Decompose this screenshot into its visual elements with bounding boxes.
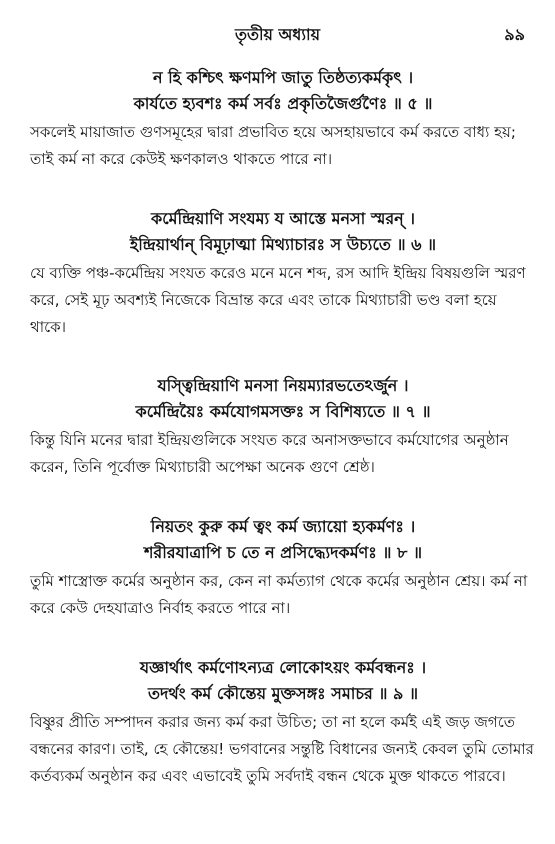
sanskrit-verse-line: কার্যতে হ্যবশঃ কর্ম সর্বঃ প্রকৃতিজৈর্গুণৈঃ ॥ ৫ ॥ <box>133 94 433 113</box>
running-head <box>0 20 555 44</box>
bengali-translation: সকলেই মায়াজাত গুণসমূহের দ্বারা প্রভাবিত হয়ে অসহায়ভাবে কর্ম করতে বাধ্য হয়; তাই কর্ম না করে কেউই ক্ষণকালও থাকতে পারে না। <box>30 123 516 168</box>
sanskrit-verse-line: তদর্থং কর্ম কৌন্তেয় মুক্তসঙ্গঃ সমাচর ॥ ৯ ॥ <box>147 684 419 703</box>
verse-block-7 <box>30 373 536 481</box>
verse-block-9 <box>30 655 536 790</box>
verse-block-6 <box>30 206 536 341</box>
verse-block-8 <box>30 514 536 622</box>
verse-block-5 <box>30 65 536 173</box>
sanskrit-verse-line: কর্মেন্দ্রিয়াণি সংযম্য য আস্তে মনসা স্মরন্ । <box>151 209 415 228</box>
bengali-translation: যে ব্যক্তি পঞ্চ-কর্মেন্দ্রিয় সংযত করেও মনে মনে শব্দ, রস আদি ইন্দ্রিয় বিষয়গুলি স্মরণ করে, সেই মূঢ় অবশ্যই নিজেকে বিভ্রান্ত করে এবং তাকে মিথ্যাচারী ভণ্ড বলা হয়ে থাকে। <box>30 264 526 336</box>
sanskrit-verse-line: ন হি কশ্চিৎ ক্ষণমপি জাতু তিষ্ঠত্যকর্মকৃৎ । <box>152 68 414 87</box>
sanskrit-verse-line: কর্মেন্দ্রিয়ৈঃ কর্মযোগমসক্তঃ স বিশিষ্যতে ॥ ৭ ॥ <box>135 402 431 421</box>
sanskrit-verse-line: যজ্ঞার্থাৎ কর্মণোঽন্যত্র লোকোঽয়ং কর্মবন্ধনঃ । <box>139 658 427 677</box>
sanskrit-verse-line: নিয়তং কুরু কর্ম ত্বং কর্ম জ্যায়ো হ্যকর্মণঃ । <box>150 517 416 536</box>
bengali-translation: তুমি শাস্ত্রোক্ত কর্মের অনুষ্ঠান কর, কেন না কর্মত্যাগ থেকে কর্মের অনুষ্ঠান শ্রেয়। কর্ম না করে কেউ দেহযাত্রাও নির্বাহ করতে পারে না। <box>30 572 528 617</box>
sanskrit-verse-line: যস্ত্বিন্দ্রিয়াণি মনসা নিয়ম্যারভতেঽর্জুন । <box>157 376 409 395</box>
sanskrit-verse-line: শরীরযাত্রাপি চ তে ন প্রসিদ্ধ্যেদকর্মণঃ ॥ ৮ ॥ <box>143 543 423 562</box>
sanskrit-verse-line: ইন্দ্রিয়ার্থান্ বিমূঢ়াত্মা মিথ্যাচারঃ স উচ্যতে ॥ ৬ ॥ <box>129 235 437 254</box>
chapter-title: তৃতীয় অধ্যায় <box>234 25 321 44</box>
bengali-translation: বিষ্ণুর প্রীতি সম্পাদন করার জন্য কর্ম করা উচিত; তা না হলে কর্মই এই জড় জগতে বন্ধনের কারণ। তাই, হে কৌন্তেয়! ভগবানের সন্তুষ্টি বিধানের জন্যই কেবল তুমি তোমার কর্তব্যকর্ম অনুষ্ঠান কর এবং এভাবেই তুমি সর্বদাই বন্ধন থেকে মুক্ত থাকতে পারবে। <box>30 713 534 785</box>
bengali-translation: কিন্তু যিনি মনের দ্বারা ইন্দ্রিয়গুলিকে সংযত করে অনাসক্তভাবে কর্মযোগের অনুষ্ঠান করেন, তিনি পূর্বোক্ত মিথ্যাচারী অপেক্ষা অনেক গুণে শ্রেষ্ঠ। <box>30 431 509 476</box>
page-number: ৯৯ <box>504 25 525 44</box>
